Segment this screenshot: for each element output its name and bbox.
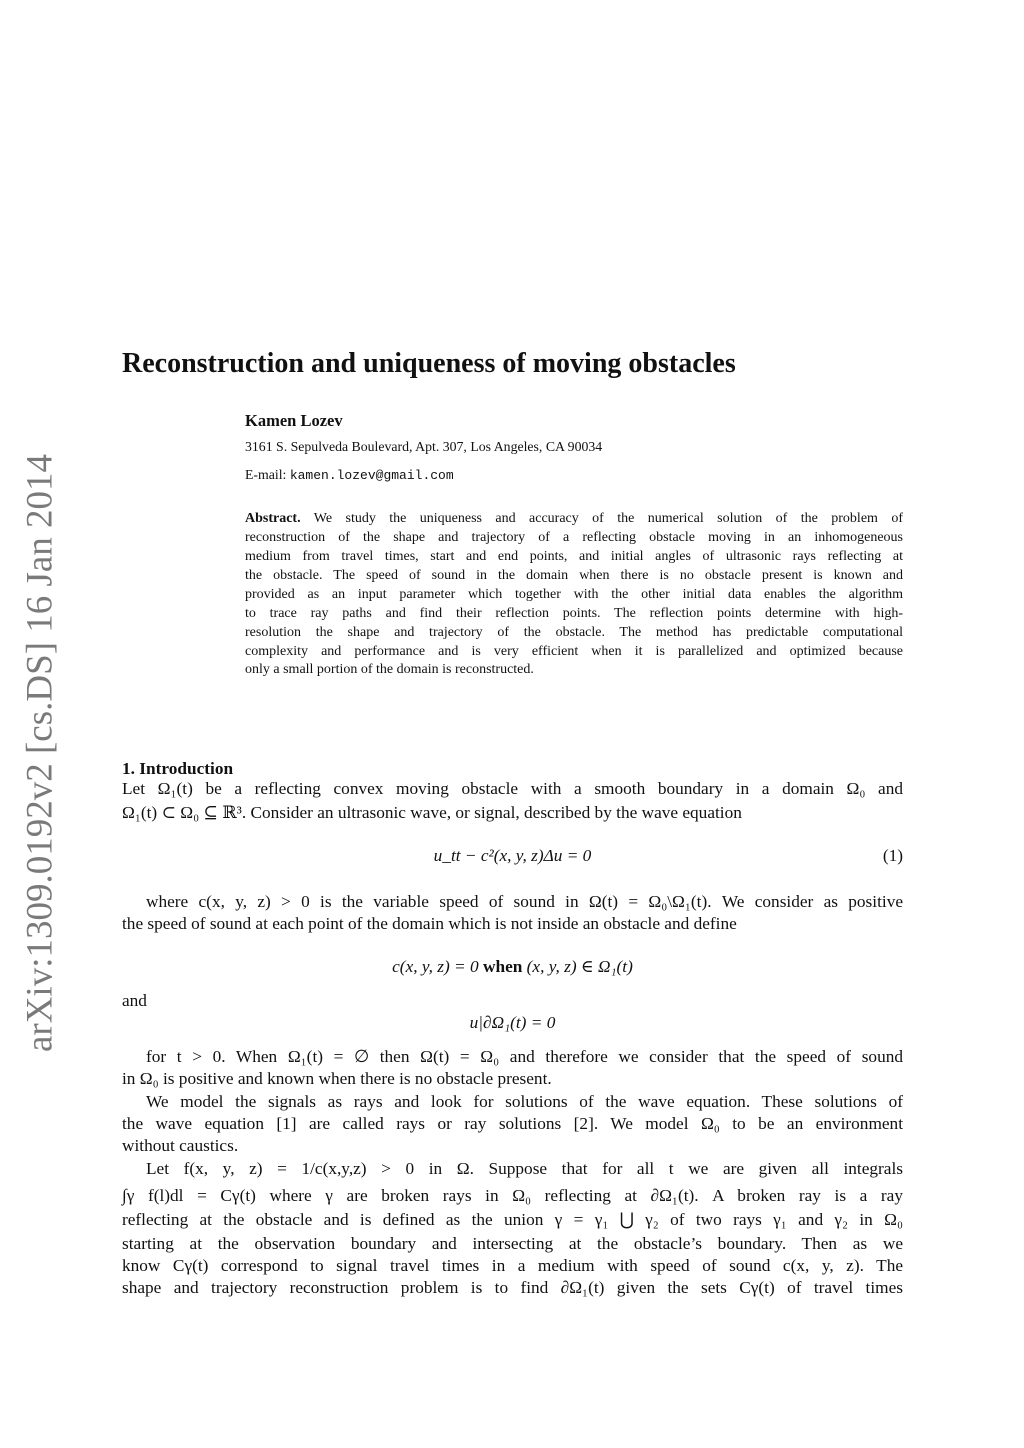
abstract-text: only a small portion of the domain is reconstructed. (245, 662, 534, 677)
abstract-text: to trace ray paths and find their reflection points. The reflection points determine with high- (245, 606, 903, 621)
abstract-line (245, 606, 903, 622)
paragraph-line: Ω₁(t) ⊂ Ω₀ ⊆ ℝ³. Consider an ultrasonic wave, or signal, described by the wave equation (122, 803, 742, 822)
paragraph-line: ∫γ f(l)dl = Cγ(t) where γ are broken rays in Ω₀ reflecting at ∂Ω₁(t). A broken ray is a ray (122, 1186, 903, 1205)
paragraph-line: Let f(x, y, z) = 1/c(x,y,z) > 0 in Ω. Suppose that for all t we are given all integrals (146, 1159, 903, 1178)
paragraph-line: starting at the observation boundary and intersecting at the obstacle’s boundary. Then as we (122, 1234, 903, 1253)
equation-3: u|∂Ω₁(t) = 0 (469, 1013, 556, 1032)
eq2-when: when (482, 957, 523, 976)
abstract-line (245, 568, 903, 584)
paragraph-line: in Ω₀ is positive and known when there is no obstacle present. (122, 1069, 552, 1088)
equation-2 (122, 957, 903, 977)
abstract-text: We study the uniqueness and accuracy of the numerical solution of the problem of (313, 511, 903, 526)
abstract-text: resolution the shape and trajectory of the obstacle. The method has predictable computational (245, 625, 903, 640)
abstract-line (245, 625, 903, 641)
eq2-left: c(x, y, z) = 0 (392, 957, 483, 976)
abstract-text: provided as an input parameter which together with the other initial data enables the algorithm (245, 587, 903, 602)
paragraph-line: Let Ω₁(t) be a reflecting convex moving obstacle with a smooth boundary in a domain Ω₀ and (122, 779, 903, 798)
abstract-line (245, 549, 903, 565)
paragraph-line: We model the signals as rays and look for solutions of the wave equation. These solutions of (146, 1092, 903, 1111)
equation-1-number: (1) (882, 846, 903, 865)
abstract-text: the obstacle. The speed of sound in the domain when there is no obstacle present is known and (245, 568, 903, 583)
abstract-line (245, 644, 903, 660)
paragraph-line: the wave equation [1] are called rays or ray solutions [2]. We model Ω₀ to be an environment (122, 1114, 903, 1133)
abstract-text: medium from travel times, start and end points, and initial angles of ultrasonic rays reflecting at (245, 549, 903, 564)
abstract-line (245, 511, 903, 527)
arxiv-stamp: arXiv:1309.0192v2 [cs.DS] 16 Jan 2014 (19, 453, 61, 1053)
paragraph-line: for t > 0. When Ω₁(t) = ∅ then Ω(t) = Ω₀ and therefore we consider that the speed of sound (146, 1047, 903, 1066)
paragraph-line: where c(x, y, z) > 0 is the variable speed of sound in Ω(t) = Ω₀\Ω₁(t). We consider as positive (146, 892, 903, 911)
email-link[interactable]: kamen.lozev@gmail.com (289, 468, 454, 483)
paragraph-line: shape and trajectory reconstruction problem is to find ∂Ω₁(t) given the sets Cγ(t) of travel times (122, 1278, 903, 1297)
abstract-line (245, 587, 903, 603)
section-heading: 1. Introduction (122, 759, 234, 778)
and-text: and (122, 991, 147, 1010)
paragraph-line: know Cγ(t) correspond to signal travel times in a medium with speed of sound c(x, y, z). The (122, 1256, 903, 1275)
author-address: 3161 S. Sepulveda Boulevard, Apt. 307, Los Angeles, CA 90034 (245, 439, 603, 454)
email-label: E-mail: (245, 467, 290, 482)
paragraph-line: the speed of sound at each point of the domain which is not inside an obstacle and define (122, 914, 737, 933)
paragraph-line: reflecting at the obstacle and is defined as the union γ = γ₁ ⋃ γ₂ of two rays γ₁ and γ₂ in Ω₀ (122, 1210, 903, 1229)
abstract-line (245, 662, 903, 678)
paragraph-line: without caustics. (122, 1136, 239, 1155)
equation-1: u_tt − c²(x, y, z)Δu = 0 (433, 846, 592, 865)
abstract-label: Abstract. (245, 511, 301, 526)
abstract-text: complexity and performance and is very efficient when it is parallelized and optimized because (245, 644, 903, 659)
paper-title: Reconstruction and uniqueness of moving obstacles (122, 348, 736, 379)
author-name: Kamen Lozev (245, 411, 343, 430)
author-email-line (245, 467, 454, 483)
abstract-line (245, 530, 903, 546)
eq2-right: (x, y, z) ∈ Ω₁(t) (522, 957, 633, 976)
abstract-text: reconstruction of the shape and trajectory of a reflecting obstacle moving in an inhomogeneous (245, 530, 903, 545)
